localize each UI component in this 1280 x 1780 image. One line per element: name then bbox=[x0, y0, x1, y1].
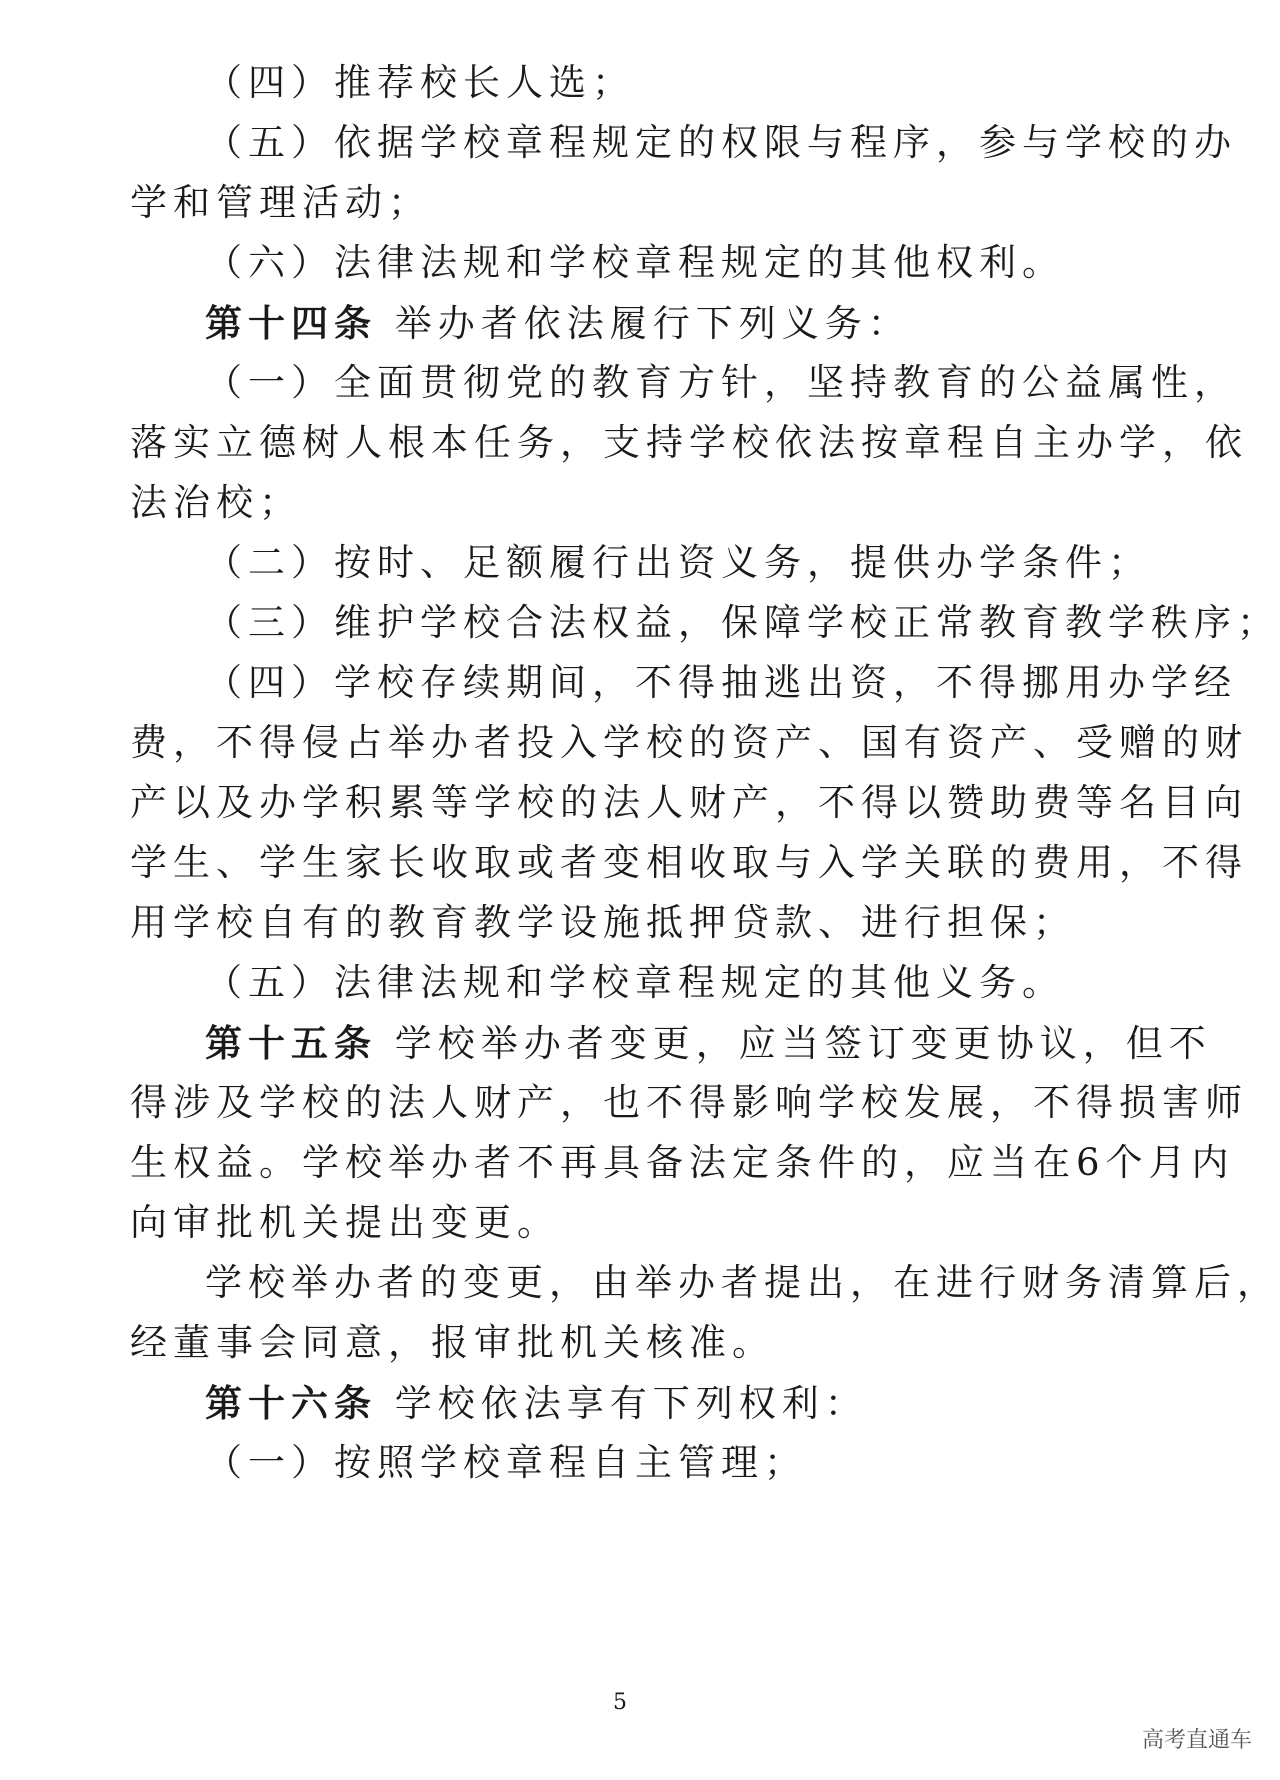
paragraph-line: （五）依据学校章程规定的权限与程序，参与学校的办 bbox=[205, 121, 1237, 164]
paragraph-line: 学校举办者的变更，由举办者提出，在进行财务清算后， bbox=[205, 1261, 1280, 1304]
paragraph-line: 落实立德树人根本任务，支持学校依法按章程自主办学，依 bbox=[130, 421, 1248, 464]
article-15-text: 学校举办者变更，应当签订变更协议，但不 bbox=[394, 1022, 1212, 1065]
article-16-heading: 第十六条 bbox=[205, 1381, 377, 1425]
article-16-text: 学校依法享有下列权利： bbox=[394, 1382, 868, 1425]
article-16-line bbox=[205, 1370, 1205, 1436]
watermark: 高考直通车 bbox=[1141, 1728, 1252, 1753]
paragraph-line: （五）法律法规和学校章程规定的其他义务。 bbox=[205, 961, 1065, 1004]
paragraph-line: 生权益。学校举办者不再具备法定条件的，应当在6个月内 bbox=[130, 1141, 1235, 1184]
paragraph-line: 产以及办学积累等学校的法人财产，不得以赞助费等名目向 bbox=[130, 781, 1248, 824]
page-number: 5 bbox=[613, 1690, 627, 1715]
paragraph-line: （三）维护学校合法权益，保障学校正常教育教学秩序； bbox=[205, 601, 1280, 644]
article-14-heading: 第十四条 bbox=[205, 301, 377, 345]
article-14-line bbox=[205, 290, 1205, 356]
article-15-line bbox=[205, 1010, 1212, 1076]
paragraph-line: 学生、学生家长收取或者变相收取与入学关联的费用，不得 bbox=[130, 841, 1248, 884]
paragraph-line: 法治校； bbox=[130, 481, 302, 524]
paragraph-line: （四）学校存续期间，不得抽逃出资，不得挪用办学经 bbox=[205, 661, 1237, 704]
article-15-heading: 第十五条 bbox=[205, 1021, 377, 1065]
paragraph-line: 用学校自有的教育教学设施抵押贷款、进行担保； bbox=[130, 901, 1076, 944]
paragraph-line: 经董事会同意，报审批机关核准。 bbox=[130, 1321, 775, 1364]
paragraph-line: 学和管理活动； bbox=[130, 181, 431, 224]
paragraph-line: （四）推荐校长人选； bbox=[205, 61, 635, 104]
paragraph-line: （六）法律法规和学校章程规定的其他权利。 bbox=[205, 241, 1065, 284]
article-14-text: 举办者依法履行下列义务： bbox=[394, 302, 911, 345]
paragraph-line: 得涉及学校的法人财产，也不得影响学校发展，不得损害师 bbox=[130, 1081, 1248, 1124]
paragraph-line: 向审批机关提出变更。 bbox=[130, 1201, 560, 1244]
paragraph-line: 费，不得侵占举办者投入学校的资产、国有资产、受赠的财 bbox=[130, 721, 1248, 764]
paragraph-line: （一）全面贯彻党的教育方针，坚持教育的公益属性， bbox=[205, 361, 1237, 404]
paragraph-line: （二）按时、足额履行出资义务，提供办学条件； bbox=[205, 541, 1151, 584]
paragraph-line: （一）按照学校章程自主管理； bbox=[205, 1441, 807, 1484]
